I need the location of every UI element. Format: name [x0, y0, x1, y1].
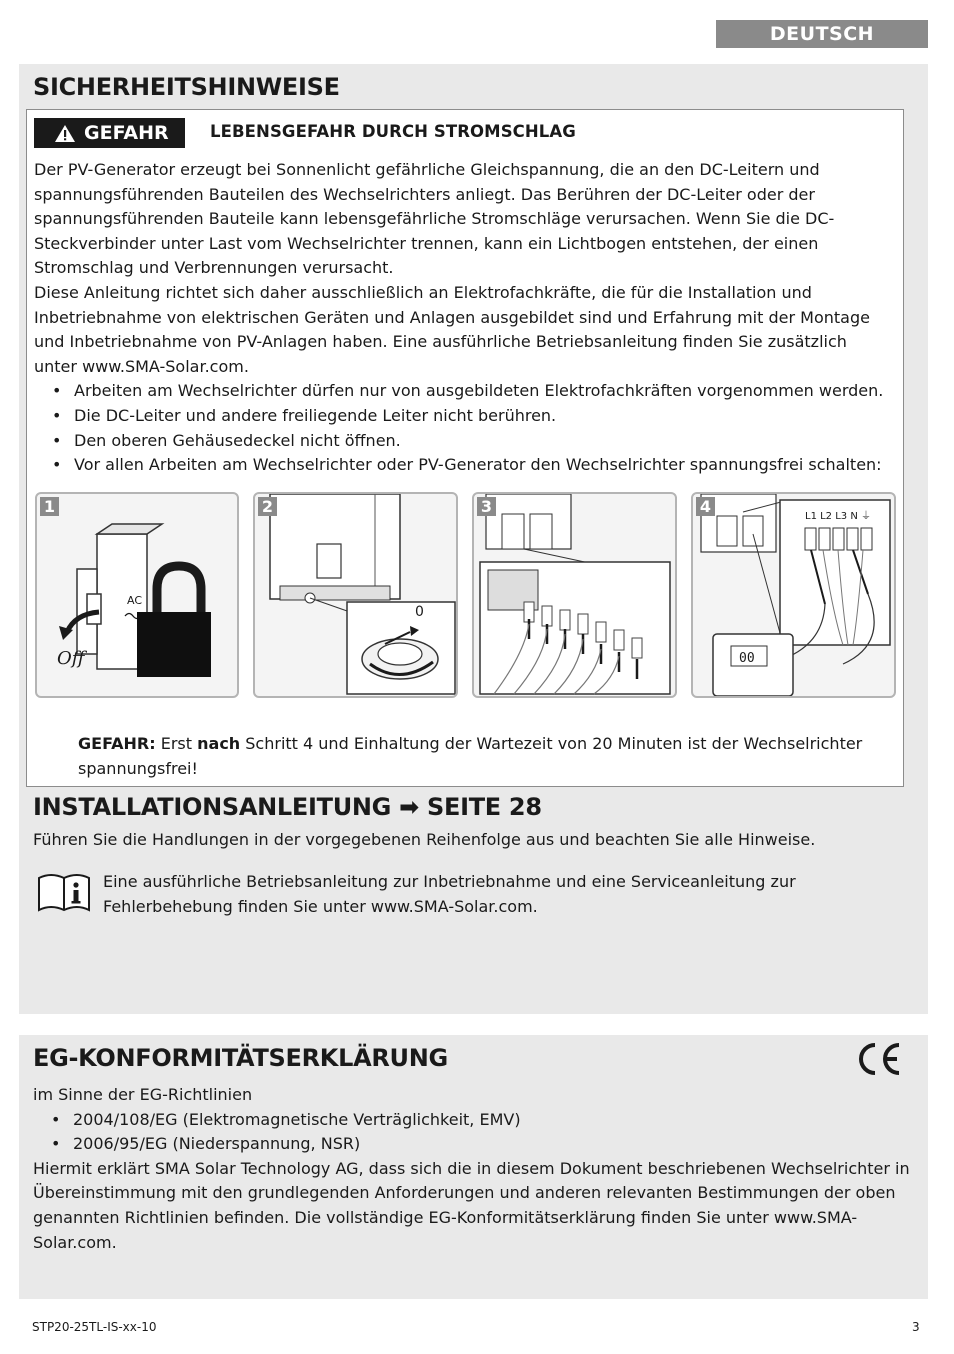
list-item: • Vor allen Arbeiten am Wechselrichter oder PV-Generator den Wechselrichter spannungsfrei schalten: — [74, 453, 894, 478]
danger-paragraph-2: Diese Anleitung richtet sich daher ausschließlich an Elektrofachkräfte, die für die Installation und Inbetriebnahme von elektrischen Geräten und Anlagen ausgebildet sind und Erfahrung mit der Montage und Inbetriebnahme von PV-Anlagen haben. Eine ausführliche Betriebsanleitung finden Sie zusätzlich unter www.SMA-Solar.com. — [34, 282, 870, 376]
list-item: • Die DC-Leiter und andere freiliegende Leiter nicht berühren. — [74, 404, 894, 429]
list-item: • Den oberen Gehäusedeckel nicht öffnen. — [74, 429, 894, 454]
danger-note-label: GEFAHR: — [78, 734, 156, 753]
terminal-labels: L1 L2 L3 N ⏚ — [805, 511, 871, 522]
install-info-text: Eine ausführliche Betriebsanleitung zur Inbetriebnahme und eine Serviceanleitung zur Fehlerbehebung finden Sie unter www.SMA-Solar.com. — [103, 872, 796, 916]
zero-position-label: 0 — [415, 604, 424, 620]
off-label: Off — [57, 648, 85, 669]
danger-note-post: Schritt 4 und Einhaltung der Wartezeit von 20 Minuten ist der Wechselrichter spannungsfrei! — [78, 734, 863, 778]
step-number: 3 — [477, 497, 496, 516]
safety-title: SICHERHEITSHINWEISE — [33, 73, 340, 101]
step-number: 2 — [258, 497, 277, 516]
conformity-panel — [19, 1035, 928, 1299]
directive-list — [33, 1108, 913, 1157]
language-tab: DEUTSCH — [716, 20, 928, 48]
step-number: 4 — [696, 497, 715, 516]
danger-badge — [34, 118, 185, 148]
conformity-intro: im Sinne der EG-Richtlinien — [33, 1085, 253, 1104]
dc-connectors-illustration — [474, 494, 675, 696]
voltage-measurement-illustration — [693, 494, 894, 696]
step-4-illustration — [691, 492, 896, 698]
install-text: Führen Sie die Handlungen in der vorgegebenen Reihenfolge aus und beachten Sie alle Hinweise. — [33, 830, 816, 849]
danger-box — [26, 109, 904, 787]
step-number: 1 — [40, 497, 59, 516]
safety-panel — [19, 64, 928, 1014]
list-item: • 2004/108/EG (Elektromagnetische Verträglichkeit, EMV) — [73, 1108, 913, 1133]
list-item: • Arbeiten am Wechselrichter dürfen nur von ausgebildeten Elektrofachkräften vorgenommen werden. — [74, 379, 894, 404]
danger-paragraph-1: Der PV-Generator erzeugt bei Sonnenlicht gefährliche Gleichspannung, die an den DC-Leitern und spannungsführenden Bauteilen des Wechselrichters anliegt. Das Berühren der DC-Leiter oder der spannungsführenden Bauteile kann lebensgefährliche Stromschläge verursachen. Wenn Sie die DC-Steckverbinder unter Last vom Wechselrichter trennen, kann ein Lichtbogen entstehen, der einen Stromschlag und Verbrennungen verursacht. — [34, 160, 835, 278]
step-2-illustration — [253, 492, 458, 698]
install-title: INSTALLATIONSANLEITUNG ➡ SEITE 28 — [33, 793, 542, 821]
danger-badge-label: GEFAHR — [84, 122, 169, 144]
conformity-title: EG-KONFORMITÄTSERKLÄRUNG — [33, 1044, 448, 1072]
danger-note-emphasis: nach — [197, 734, 241, 753]
danger-note-pre: Erst — [155, 734, 198, 753]
page-number: 3 — [912, 1320, 920, 1334]
list-item: • 2006/95/EG (Niederspannung, NSR) — [73, 1132, 913, 1157]
dc-switch-illustration — [255, 494, 456, 696]
document-id: STP20-25TL-IS-xx-10 — [32, 1320, 157, 1334]
danger-heading: LEBENSGEFAHR DURCH STROMSCHLAG — [210, 122, 576, 141]
ce-mark-icon — [855, 1041, 903, 1077]
manual-info-icon — [36, 870, 92, 914]
ac-label: AC — [127, 594, 143, 607]
danger-bullet-list — [34, 379, 894, 477]
conformity-text: Hiermit erklärt SMA Solar Technology AG, dass sich die in diesem Dokument beschriebenen Wechselrichter in Übereinstimmung mit den grundlegenden Anforderungen und anderen relevanten Bestimmungen der oben genannten Richtlinien befinden. Die vollständige EG-Konformitätserklärung finden Sie unter www.SMA-Solar.com. — [33, 1158, 910, 1252]
meter-display: 00 — [739, 651, 755, 666]
danger-note — [78, 732, 868, 781]
step-3-illustration — [472, 492, 677, 698]
warning-triangle-icon — [54, 124, 76, 143]
conformity-body — [33, 1083, 913, 1255]
breaker-padlock-illustration — [37, 494, 237, 696]
danger-body — [34, 158, 894, 478]
step-1-illustration — [35, 492, 239, 698]
